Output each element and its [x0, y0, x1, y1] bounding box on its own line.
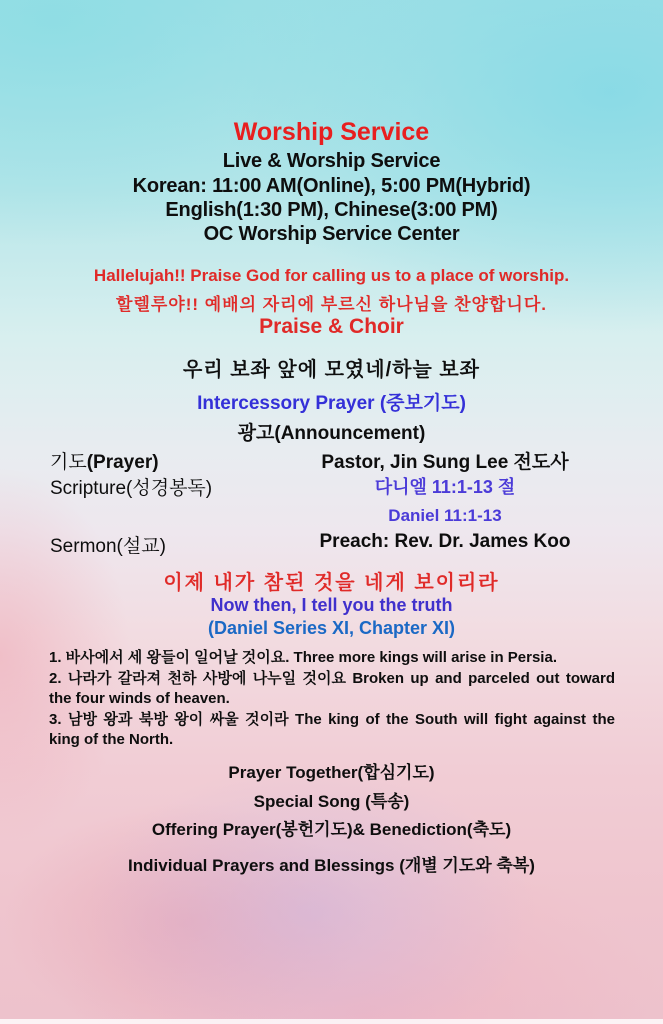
page-title: Worship Service — [233, 118, 430, 146]
prayer-label-korean: 기도 — [50, 452, 87, 473]
call-to-worship-english: Hallelujah!! Praise God for calling us to a place of worship. — [93, 266, 570, 285]
offering-benediction: Offering Prayer(봉헌기도)& Benediction(축도) — [151, 820, 512, 839]
prayer-label — [50, 447, 159, 474]
sermon-series: (Daniel Series XI, Chapter XI) — [207, 618, 456, 638]
service-line-3: English(1:30 PM), Chinese(3:00 PM) — [165, 199, 498, 221]
scripture-reference-english: Daniel 11:1-13 — [388, 506, 502, 525]
sermon-label: Sermon(설교) — [50, 536, 166, 557]
service-line-1: Live & Worship Service — [222, 150, 441, 172]
sermon-title-korean: 이제 내가 참된 것을 네게 보이리라 — [163, 572, 500, 594]
hymn-title: 우리 보좌 앞에 모였네/하늘 보좌 — [183, 359, 480, 381]
scripture-reference-korean: 다니엘 11:1-13 절 — [374, 477, 516, 497]
announcement: 광고(Announcement) — [237, 423, 426, 444]
prayer-label-english: (Prayer) — [86, 452, 159, 473]
individual-prayers: Individual Prayers and Blessings (개별 기도와 축복) — [128, 856, 535, 875]
prayer-leader: Pastor, Jin Sung Lee 전도사 — [321, 452, 569, 473]
service-line-4: OC Worship Service Center — [203, 223, 460, 245]
scripture-label: Scripture(성경봉독) — [50, 478, 213, 499]
bottom-edge-strip — [0, 1019, 663, 1024]
prayer-together: Prayer Together(합심기도) — [228, 763, 435, 782]
intercessory-prayer: Intercessory Prayer (중보기도) — [197, 393, 466, 414]
sermon-point-2: 2. 나라가 갈라져 천하 사방에 나누일 것이요 Broken up and parceled out toward the four winds of heaven. — [49, 669, 615, 707]
sermon-point-1: 1. 바사에서 세 왕들이 일어날 것이요. Three more kings will arise in Persia. — [49, 649, 557, 666]
sermon-title-english: Now then, I tell you the truth — [210, 595, 453, 615]
praise-and-choir: Praise & Choir — [259, 315, 404, 338]
service-line-2: Korean: 11:00 AM(Online), 5:00 PM(Hybrid) — [132, 175, 531, 197]
preacher-name: Preach: Rev. Dr. James Koo — [319, 531, 571, 552]
sermon-point-3: 3. 남방 왕과 북방 왕이 싸울 것이라 The king of the South will fight against the king of the North. — [49, 710, 615, 748]
special-song: Special Song (특송) — [253, 792, 410, 811]
sermon-points — [49, 648, 615, 751]
call-to-worship-korean: 할렐루야!! 예배의 자리에 부르신 하나님을 찬양합니다. — [116, 295, 547, 314]
